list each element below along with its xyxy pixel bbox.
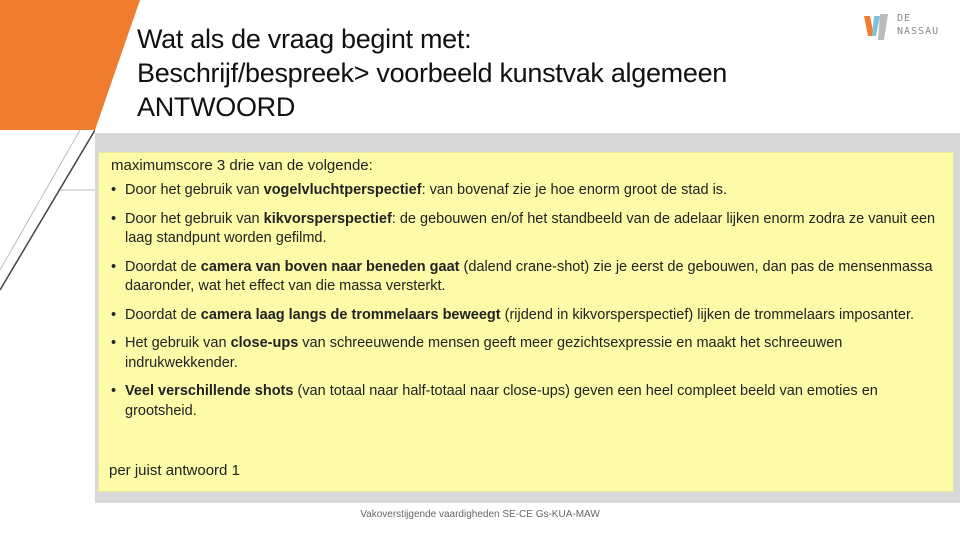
answer-item-bold: kikvorsperspectief bbox=[263, 210, 392, 227]
answer-item bbox=[109, 382, 949, 421]
answer-item-post: : de gebouwen en/of het standbeeld van de adelaar lijken enorm zodra ze vanuit een laag standpunt worden gefilmd. bbox=[125, 210, 936, 246]
answer-list bbox=[109, 181, 949, 430]
answer-item bbox=[109, 181, 949, 201]
answer-item-post: (van totaal naar half-totaal naar close-ups) geven een heel compleet beeld van emoties en grootsheid. bbox=[125, 383, 878, 419]
answer-item bbox=[109, 210, 949, 249]
logo-text bbox=[897, 12, 939, 38]
slide-footer: Vakoverstijgende vaardigheden SE-CE Gs-KUA-MAW bbox=[360, 509, 600, 520]
answer-item bbox=[109, 306, 949, 326]
slide-title bbox=[137, 22, 837, 124]
logo-text-line-1: DE bbox=[897, 13, 912, 24]
answer-item-pre: Door het gebruik van bbox=[125, 182, 264, 198]
answer-item-bold: close-ups bbox=[230, 335, 299, 351]
answer-footer: per juist antwoord 1 bbox=[109, 462, 240, 479]
answer-item-post: (dalend crane-shot) zie je eerst de gebouwen, dan pas de mensenmassa daaronder, wat het effect van die massa versterkt. bbox=[125, 258, 933, 294]
logo-text-line-2: NASSAU bbox=[897, 26, 940, 37]
title-line-3: ANTWOORD bbox=[137, 92, 296, 122]
answer-heading: maximumscore 3 drie van de volgende: bbox=[111, 157, 373, 174]
answer-item-post: (rijdend in kikvorsperspectief) lijken de trommelaars imposanter. bbox=[500, 306, 915, 323]
answer-item bbox=[109, 258, 949, 297]
answer-item-post: van schreeuwende mensen geeft meer gezichtsexpressie en maakt het schreeuwen indrukwekkender. bbox=[125, 335, 843, 371]
left-decoration bbox=[0, 130, 95, 330]
answer-item-bold: camera van boven naar beneden gaat bbox=[200, 258, 460, 275]
answer-box bbox=[98, 152, 954, 492]
answer-item-pre: Door het gebruik van bbox=[125, 210, 264, 227]
answer-item-bold: vogelvluchtperspectief bbox=[263, 182, 422, 198]
title-line-2: Beschrijf/bespreek> voorbeeld kunstvak algemeen bbox=[137, 58, 727, 88]
answer-item-bold: Veel verschillende shots bbox=[125, 383, 294, 399]
orange-corner-shape bbox=[0, 0, 140, 135]
answer-item-bold: camera laag langs de trommelaars beweegt bbox=[200, 306, 501, 323]
answer-item-pre: Doordat de bbox=[125, 306, 201, 323]
answer-item bbox=[109, 334, 949, 373]
answer-item-pre: Doordat de bbox=[125, 258, 201, 275]
answer-item-pre: Het gebruik van bbox=[125, 335, 231, 351]
answer-item-post: : van bovenaf zie je hoe enorm groot de stad is. bbox=[421, 182, 728, 198]
title-line-1: Wat als de vraag begint met: bbox=[137, 24, 472, 54]
